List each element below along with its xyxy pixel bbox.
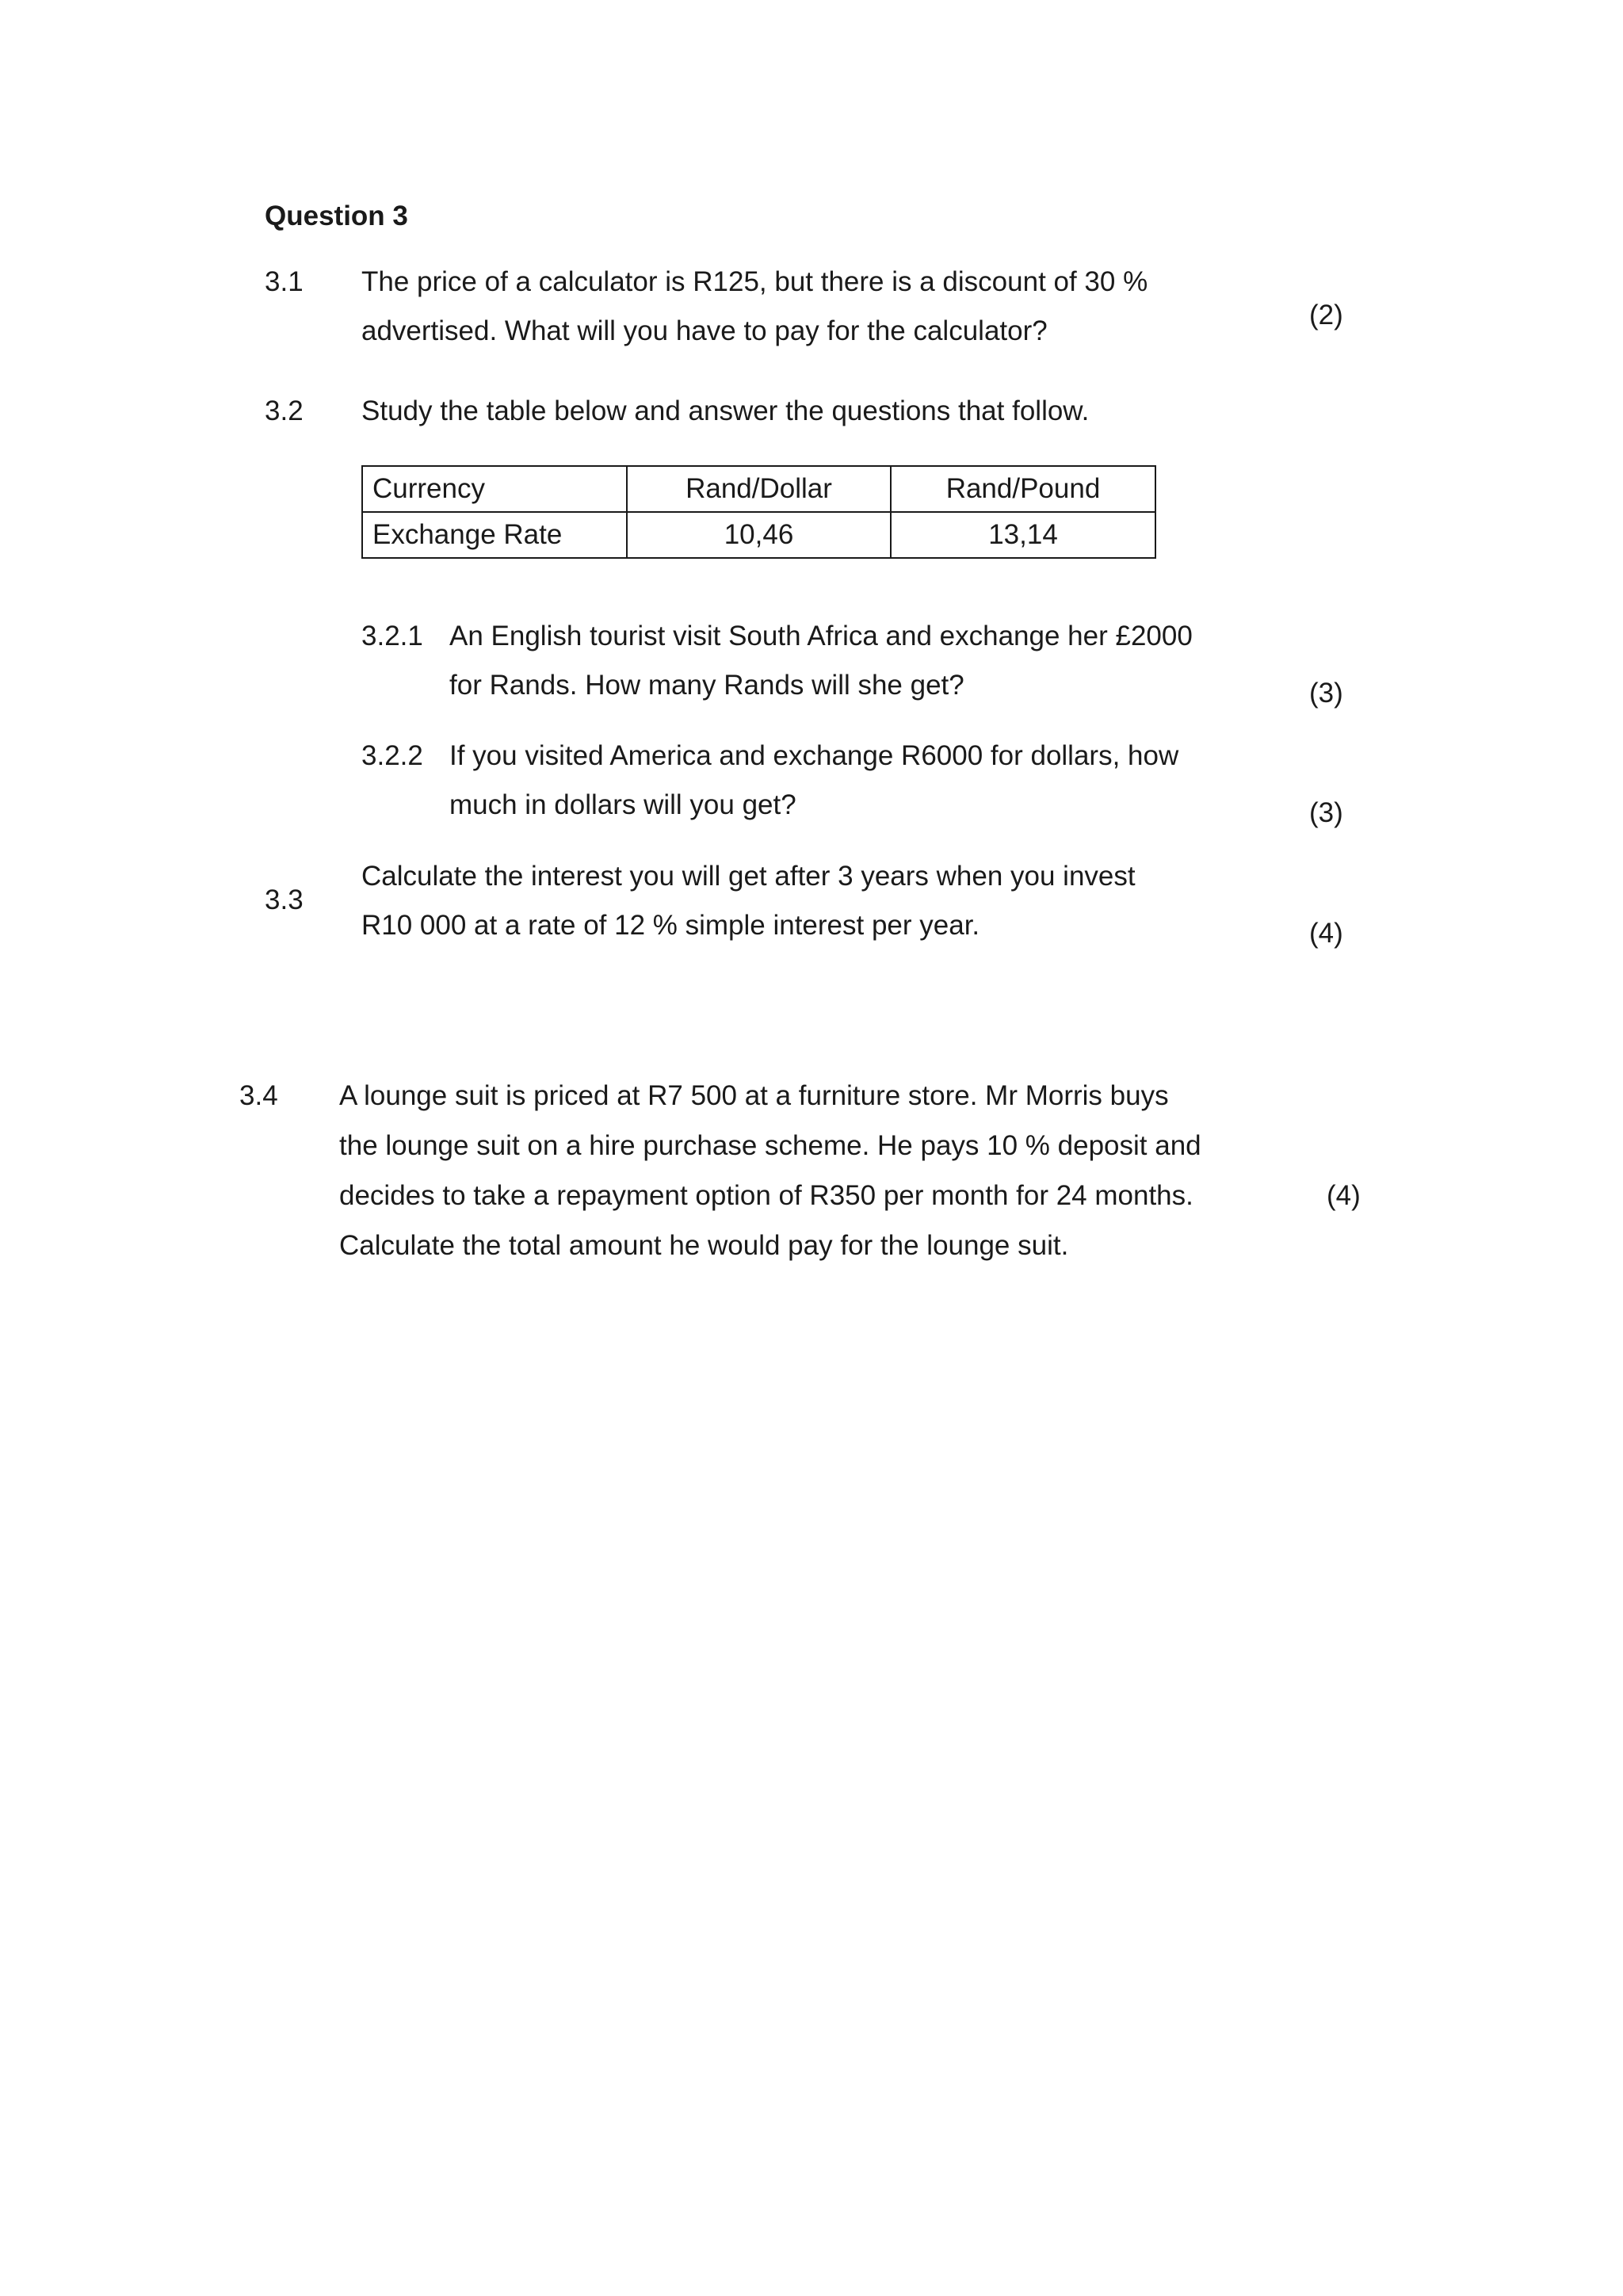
table-header-rand-dollar: Rand/Dollar: [627, 466, 891, 512]
table-header-rand-pound: Rand/Pound: [891, 466, 1155, 512]
question-3-4-line-4: Calculate the total amount he would pay for the lounge suit.: [339, 1230, 1069, 1261]
question-3-4-line-1: A lounge suit is priced at R7 500 at a furniture store. Mr Morris buys: [339, 1080, 1169, 1111]
table-header-currency: Currency: [362, 466, 627, 512]
question-3-2-intro: Study the table below and answer the questions that follow.: [361, 395, 1090, 426]
exchange-rate-table: [361, 465, 1156, 559]
question-3-1-marks: (2): [1309, 300, 1343, 330]
table-row: [362, 512, 1155, 558]
table-header-row: [362, 466, 1155, 512]
table-cell-exchange-rate-label: Exchange Rate: [362, 512, 627, 558]
question-3-2-2-line-1: If you visited America and exchange R6000 for dollars, how: [449, 740, 1179, 771]
question-3-2-1-marks: (3): [1309, 678, 1343, 709]
question-3-2-2-marks: (3): [1309, 797, 1343, 828]
question-3-1-line-1: The price of a calculator is R125, but there is a discount of 30 %: [361, 266, 1148, 297]
question-3-4-number: 3.4: [239, 1080, 278, 1111]
question-3-2-2-number: 3.2.2: [361, 740, 423, 771]
question-3-2-1-number: 3.2.1: [361, 621, 423, 651]
table-cell-rand-dollar-value: 10,46: [627, 512, 891, 558]
question-3-4-line-3: decides to take a repayment option of R350 per month for 24 months.: [339, 1180, 1193, 1211]
question-3-2-1-line-2: for Rands. How many Rands will she get?: [449, 670, 964, 701]
question-3-1-number: 3.1: [265, 266, 304, 297]
question-3-3-line-2: R10 000 at a rate of 12 % simple interest per year.: [361, 910, 980, 941]
question-3-2-1-line-1: An English tourist visit South Africa and exchange her £2000: [449, 621, 1193, 651]
question-3-1-line-2: advertised. What will you have to pay for the calculator?: [361, 315, 1048, 346]
question-3-2-2-line-2: much in dollars will you get?: [449, 789, 796, 820]
table-cell-rand-pound-value: 13,14: [891, 512, 1155, 558]
question-3-2-number: 3.2: [265, 395, 304, 426]
question-heading: Question 3: [265, 201, 408, 231]
question-3-3-line-1: Calculate the interest you will get after 3 years when you invest: [361, 861, 1136, 892]
question-3-3-marks: (4): [1309, 918, 1343, 949]
question-3-3-number: 3.3: [265, 884, 304, 915]
question-3-4-marks: (4): [1327, 1180, 1361, 1211]
question-3-4-line-2: the lounge suit on a hire purchase scheme. He pays 10 % deposit and: [339, 1130, 1201, 1161]
